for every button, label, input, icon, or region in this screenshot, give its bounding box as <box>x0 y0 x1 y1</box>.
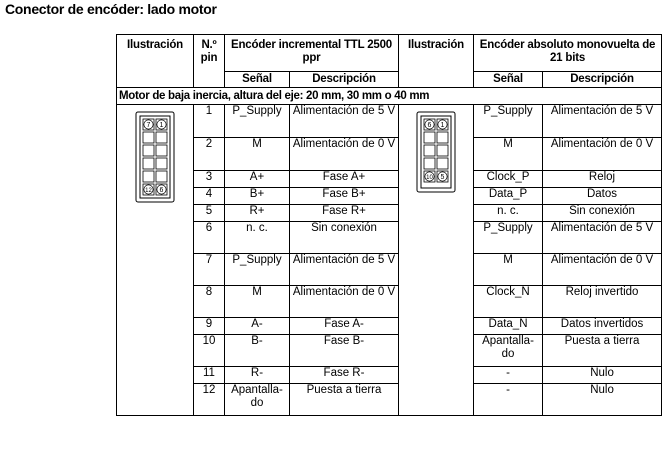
absolute-signal: - <box>474 384 543 416</box>
header-pin: N.º pin <box>194 35 225 88</box>
absolute-signal: Data_P <box>474 188 543 205</box>
header-absolute: Encóder absoluto monovuelta de 21 bits <box>474 35 662 72</box>
table-row <box>117 318 662 335</box>
pin-number: 9 <box>194 318 225 335</box>
absolute-signal: M <box>474 138 543 171</box>
absolute-signal: - <box>474 367 543 384</box>
incremental-description: Fase A+ <box>290 171 399 188</box>
illustration-cell-2 <box>399 105 474 416</box>
pin-number: 5 <box>194 205 225 222</box>
table-row <box>117 286 662 318</box>
pin-label: 5 <box>440 174 445 182</box>
incremental-signal: R+ <box>225 205 290 222</box>
table-row <box>117 384 662 416</box>
table-row <box>117 105 662 138</box>
table-row <box>117 335 662 367</box>
absolute-description: Reloj invertido <box>543 286 662 318</box>
absolute-description: Nulo <box>543 384 662 416</box>
table-row <box>117 138 662 171</box>
absolute-signal: n. c. <box>474 205 543 222</box>
incremental-description: Alimentación de 5 V <box>290 105 399 138</box>
header-illustration-2: Ilustración <box>399 35 474 88</box>
incremental-signal: Apantalla-do <box>225 384 290 416</box>
incremental-description: Alimentación de 0 V <box>290 286 399 318</box>
pin-label: 10 <box>426 175 433 181</box>
absolute-description: Alimentación de 0 V <box>543 138 662 171</box>
connector-12pin-illustration <box>135 111 175 203</box>
header-description: Descripción <box>290 72 399 88</box>
absolute-description: Nulo <box>543 367 662 384</box>
pin-number: 10 <box>194 335 225 367</box>
pin-label: 6 <box>427 122 432 130</box>
absolute-description: Datos <box>543 188 662 205</box>
incremental-signal: B- <box>225 335 290 367</box>
header-description-2: Descripción <box>543 72 662 88</box>
incremental-description: Alimentación de 0 V <box>290 138 399 171</box>
absolute-description: Alimentación de 5 V <box>543 105 662 138</box>
table-row <box>117 222 662 254</box>
pin-label: 7 <box>146 122 151 130</box>
pin-label: 6 <box>159 187 164 195</box>
absolute-signal: P_Supply <box>474 105 543 138</box>
table-row <box>117 367 662 384</box>
incremental-description: Fase R+ <box>290 205 399 222</box>
incremental-signal: A- <box>225 318 290 335</box>
incremental-description: Sin conexión <box>290 222 399 254</box>
incremental-signal: M <box>225 286 290 318</box>
absolute-signal: Apantalla-do <box>474 335 543 367</box>
pin-number: 2 <box>194 138 225 171</box>
header-signal-2: Señal <box>474 72 543 88</box>
illustration-cell <box>117 105 194 416</box>
incremental-description: Puesta a tierra <box>290 384 399 416</box>
incremental-description: Fase B+ <box>290 188 399 205</box>
incremental-signal: A+ <box>225 171 290 188</box>
pin-number: 11 <box>194 367 225 384</box>
header-row <box>117 35 662 72</box>
pin-label: 12 <box>145 188 152 194</box>
table-row <box>117 205 662 222</box>
header-incremental: Encóder incremental TTL 2500 ppr <box>225 35 399 72</box>
pin-number: 8 <box>194 286 225 318</box>
absolute-signal: M <box>474 254 543 286</box>
absolute-signal: Clock_P <box>474 171 543 188</box>
pin-label: 1 <box>440 122 445 130</box>
absolute-signal: P_Supply <box>474 222 543 254</box>
incremental-signal: P_Supply <box>225 105 290 138</box>
incremental-signal: n. c. <box>225 222 290 254</box>
section-row <box>117 88 662 105</box>
absolute-description: Reloj <box>543 171 662 188</box>
pin-number: 12 <box>194 384 225 416</box>
incremental-description: Fase B- <box>290 335 399 367</box>
pin-number: 4 <box>194 188 225 205</box>
incremental-signal: M <box>225 138 290 171</box>
absolute-description: Datos invertidos <box>543 318 662 335</box>
pin-number: 7 <box>194 254 225 286</box>
page-title: Conector de encóder: lado motor <box>5 1 217 17</box>
incremental-signal: P_Supply <box>225 254 290 286</box>
incremental-signal: R- <box>225 367 290 384</box>
incremental-description: Fase R- <box>290 367 399 384</box>
pin-number: 3 <box>194 171 225 188</box>
connector-10pin-illustration <box>416 111 456 193</box>
absolute-description: Alimentación de 0 V <box>543 254 662 286</box>
absolute-signal: Clock_N <box>474 286 543 318</box>
encoder-pin-table <box>116 34 662 416</box>
pin-label: 1 <box>159 122 164 130</box>
table-row <box>117 171 662 188</box>
pin-number: 6 <box>194 222 225 254</box>
incremental-description: Fase A- <box>290 318 399 335</box>
table-row <box>117 254 662 286</box>
absolute-signal: Data_N <box>474 318 543 335</box>
section-title: Motor de baja inercia, altura del eje: 20 mm, 30 mm o 40 mm <box>117 88 662 105</box>
table-row <box>117 188 662 205</box>
header-signal: Señal <box>225 72 290 88</box>
absolute-description: Puesta a tierra <box>543 335 662 367</box>
absolute-description: Sin conexión <box>543 205 662 222</box>
incremental-signal: B+ <box>225 188 290 205</box>
absolute-description: Alimentación de 5 V <box>543 222 662 254</box>
header-illustration: Ilustración <box>117 35 194 88</box>
incremental-description: Alimentación de 5 V <box>290 254 399 286</box>
pin-number: 1 <box>194 105 225 138</box>
